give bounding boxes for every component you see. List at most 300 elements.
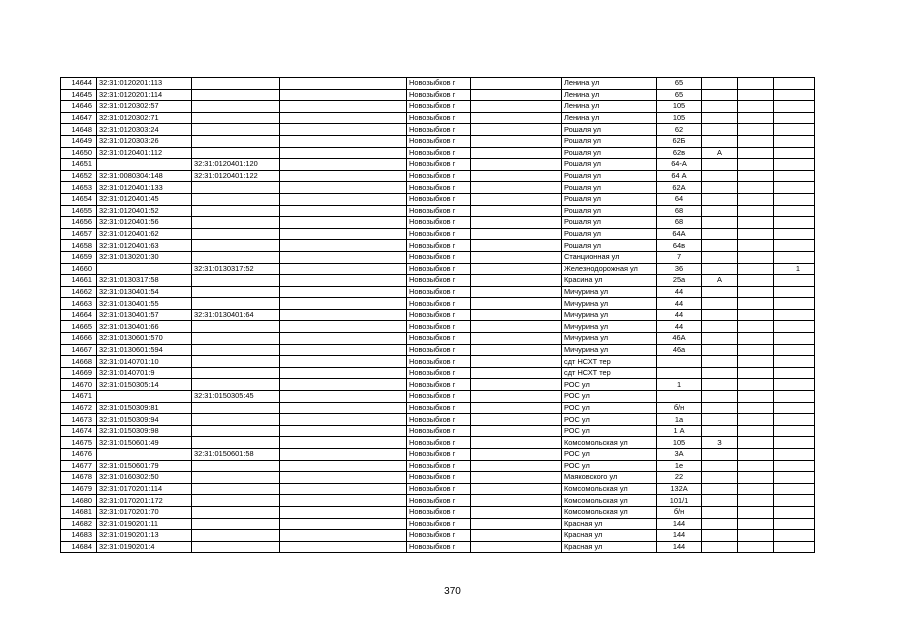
cell-cadastral-number-alt	[192, 124, 280, 136]
cell-flag	[774, 460, 815, 472]
cell-house-number: 62в	[657, 147, 702, 159]
cell-city: Новозыбков г	[407, 286, 471, 298]
cell-street: Железнодорожная ул	[562, 263, 657, 275]
table-row	[61, 112, 815, 124]
cell-cadastral-number: 32:31:0120201:114	[97, 89, 192, 101]
cell-cadastral-number: 32:31:0120401:52	[97, 205, 192, 217]
cell-flag	[774, 541, 815, 553]
cell-cadastral-number-alt: 32:31:0120401:122	[192, 170, 280, 182]
cell-house-number: 62	[657, 124, 702, 136]
cell-flag	[774, 205, 815, 217]
cell-cadastral-number-alt: 32:31:0150305:45	[192, 391, 280, 403]
cell-building-letter	[702, 506, 738, 518]
cell-house-number: 64-А	[657, 159, 702, 171]
cell-city: Новозыбков г	[407, 78, 471, 90]
cell-city: Новозыбков г	[407, 402, 471, 414]
cell-cadastral-number: 32:31:0190201:13	[97, 530, 192, 542]
cell-cadastral-number-alt	[192, 205, 280, 217]
cell-cadastral-number: 32:31:0120401:63	[97, 240, 192, 252]
table-row	[61, 159, 815, 171]
cell-city: Новозыбков г	[407, 205, 471, 217]
table-row	[61, 391, 815, 403]
cell-row-number: 14670	[61, 379, 97, 391]
cell-empty-col	[280, 298, 407, 310]
cell-city: Новозыбков г	[407, 240, 471, 252]
cell-cadastral-number	[97, 263, 192, 275]
cell-cadastral-number: 32:31:0120302:57	[97, 101, 192, 113]
cell-street: Комсомольская ул	[562, 506, 657, 518]
cell-empty-col	[280, 251, 407, 263]
cell-cadastral-number-alt	[192, 193, 280, 205]
cell-city: Новозыбков г	[407, 193, 471, 205]
cell-cadastral-number-alt: 32:31:0120401:120	[192, 159, 280, 171]
cell-building-letter	[702, 356, 738, 368]
cell-empty-col	[471, 193, 562, 205]
cell-flag	[774, 112, 815, 124]
cell-street: сдт НСХТ тер	[562, 367, 657, 379]
cell-flag	[774, 518, 815, 530]
cell-empty-col	[280, 344, 407, 356]
cell-empty-col	[280, 78, 407, 90]
cell-flag	[774, 286, 815, 298]
cell-empty-col	[738, 205, 774, 217]
cell-empty-col	[471, 217, 562, 229]
cell-cadastral-number: 32:31:0130317:58	[97, 275, 192, 287]
cell-empty-col	[738, 286, 774, 298]
cell-empty-col	[280, 333, 407, 345]
cell-cadastral-number-alt	[192, 275, 280, 287]
cell-city: Новозыбков г	[407, 367, 471, 379]
table-row	[61, 460, 815, 472]
cell-city: Новозыбков г	[407, 182, 471, 194]
cell-house-number: 25а	[657, 275, 702, 287]
cell-cadastral-number	[97, 449, 192, 461]
cell-cadastral-number-alt	[192, 286, 280, 298]
cell-street: Ленина ул	[562, 101, 657, 113]
cell-empty-col	[280, 402, 407, 414]
table-row	[61, 182, 815, 194]
cell-row-number: 14652	[61, 170, 97, 182]
cell-building-letter	[702, 460, 738, 472]
cell-empty-col	[280, 240, 407, 252]
cell-flag: 1	[774, 263, 815, 275]
cell-row-number: 14674	[61, 425, 97, 437]
cell-cadastral-number-alt	[192, 298, 280, 310]
cell-empty-col	[280, 460, 407, 472]
cell-cadastral-number-alt	[192, 472, 280, 484]
table-row	[61, 217, 815, 229]
cell-flag	[774, 228, 815, 240]
cell-house-number: 44	[657, 298, 702, 310]
cell-empty-col	[471, 101, 562, 113]
cell-row-number: 14649	[61, 135, 97, 147]
cell-cadastral-number-alt	[192, 518, 280, 530]
cell-cadastral-number	[97, 159, 192, 171]
cell-empty-col	[471, 541, 562, 553]
cell-street: Красная ул	[562, 530, 657, 542]
cell-street: Рошаля ул	[562, 228, 657, 240]
cell-building-letter	[702, 286, 738, 298]
cell-empty-col	[471, 112, 562, 124]
cell-empty-col	[738, 495, 774, 507]
cell-city: Новозыбков г	[407, 321, 471, 333]
cell-row-number: 14657	[61, 228, 97, 240]
cell-building-letter	[702, 112, 738, 124]
cell-empty-col	[738, 333, 774, 345]
cell-building-letter	[702, 298, 738, 310]
cell-row-number: 14676	[61, 449, 97, 461]
cell-street: Ленина ул	[562, 89, 657, 101]
cell-cadastral-number: 32:31:0120303:24	[97, 124, 192, 136]
cell-house-number: 105	[657, 101, 702, 113]
cell-house-number	[657, 391, 702, 403]
cell-flag	[774, 449, 815, 461]
cell-street: РОС ул	[562, 414, 657, 426]
cell-house-number: 44	[657, 286, 702, 298]
cell-cadastral-number: 32:31:0120401:133	[97, 182, 192, 194]
cell-flag	[774, 240, 815, 252]
cell-empty-col	[738, 391, 774, 403]
cell-house-number: 36	[657, 263, 702, 275]
cell-house-number: б/н	[657, 402, 702, 414]
cell-cadastral-number-alt	[192, 483, 280, 495]
cell-cadastral-number-alt: 32:31:0130317:52	[192, 263, 280, 275]
table-row	[61, 379, 815, 391]
cell-cadastral-number-alt	[192, 506, 280, 518]
cell-empty-col	[738, 135, 774, 147]
cell-city: Новозыбков г	[407, 309, 471, 321]
cell-cadastral-number-alt	[192, 344, 280, 356]
cell-city: Новозыбков г	[407, 124, 471, 136]
cell-empty-col	[280, 89, 407, 101]
cell-empty-col	[471, 135, 562, 147]
cell-empty-col	[738, 344, 774, 356]
cell-row-number: 14667	[61, 344, 97, 356]
cell-empty-col	[471, 333, 562, 345]
cell-empty-col	[280, 472, 407, 484]
cell-empty-col	[738, 193, 774, 205]
cell-empty-col	[280, 205, 407, 217]
cell-row-number: 14655	[61, 205, 97, 217]
cell-house-number: 64	[657, 193, 702, 205]
cell-row-number: 14659	[61, 251, 97, 263]
cell-row-number: 14673	[61, 414, 97, 426]
cell-cadastral-number: 32:31:0150309:98	[97, 425, 192, 437]
cell-empty-col	[280, 495, 407, 507]
cell-cadastral-number: 32:31:0130401:57	[97, 309, 192, 321]
cell-street: Станционная ул	[562, 251, 657, 263]
cell-street: Рошаля ул	[562, 170, 657, 182]
cell-cadastral-number: 32:31:0150309:94	[97, 414, 192, 426]
cell-flag	[774, 275, 815, 287]
cell-empty-col	[738, 472, 774, 484]
cell-empty-col	[471, 240, 562, 252]
cell-house-number: 68	[657, 205, 702, 217]
cell-street: РОС ул	[562, 379, 657, 391]
cell-row-number: 14672	[61, 402, 97, 414]
cell-city: Новозыбков г	[407, 472, 471, 484]
cell-empty-col	[471, 495, 562, 507]
cell-cadastral-number: 32:31:0190201:4	[97, 541, 192, 553]
cell-cadastral-number-alt	[192, 379, 280, 391]
cell-empty-col	[280, 182, 407, 194]
cell-empty-col	[471, 321, 562, 333]
cell-street: РОС ул	[562, 402, 657, 414]
cell-house-number	[657, 356, 702, 368]
cell-city: Новозыбков г	[407, 333, 471, 345]
cell-empty-col	[471, 147, 562, 159]
cell-house-number: 132А	[657, 483, 702, 495]
table-row	[61, 286, 815, 298]
cell-cadastral-number: 32:31:0190201:11	[97, 518, 192, 530]
cell-house-number: 64в	[657, 240, 702, 252]
cell-flag	[774, 495, 815, 507]
cell-building-letter	[702, 333, 738, 345]
cell-row-number: 14658	[61, 240, 97, 252]
cell-house-number: 62Б	[657, 135, 702, 147]
cell-empty-col	[738, 460, 774, 472]
table-row	[61, 193, 815, 205]
cell-flag	[774, 437, 815, 449]
cell-city: Новозыбков г	[407, 251, 471, 263]
cell-row-number: 14664	[61, 309, 97, 321]
cell-city: Новозыбков г	[407, 135, 471, 147]
cell-house-number: 65	[657, 78, 702, 90]
cell-empty-col	[280, 159, 407, 171]
cell-empty-col	[738, 89, 774, 101]
cell-street: Маяковского ул	[562, 472, 657, 484]
cell-city: Новозыбков г	[407, 414, 471, 426]
cell-street: Мичурина ул	[562, 333, 657, 345]
cell-flag	[774, 193, 815, 205]
cell-building-letter	[702, 414, 738, 426]
table-row	[61, 472, 815, 484]
cell-empty-col	[738, 228, 774, 240]
cell-flag	[774, 89, 815, 101]
cell-house-number: 1а	[657, 414, 702, 426]
table-row	[61, 449, 815, 461]
cell-empty-col	[738, 298, 774, 310]
cell-cadastral-number-alt: 32:31:0130401:64	[192, 309, 280, 321]
cell-building-letter	[702, 483, 738, 495]
registry-table	[60, 77, 815, 553]
cell-row-number: 14653	[61, 182, 97, 194]
table-row	[61, 298, 815, 310]
cell-city: Новозыбков г	[407, 518, 471, 530]
cell-building-letter	[702, 205, 738, 217]
cell-empty-col	[471, 170, 562, 182]
cell-empty-col	[738, 170, 774, 182]
cell-building-letter	[702, 449, 738, 461]
cell-cadastral-number-alt	[192, 182, 280, 194]
cell-cadastral-number: 32:31:0150309:81	[97, 402, 192, 414]
cell-row-number: 14669	[61, 367, 97, 379]
cell-empty-col	[471, 414, 562, 426]
cell-empty-col	[471, 159, 562, 171]
cell-cadastral-number: 32:31:0120401:56	[97, 217, 192, 229]
cell-cadastral-number-alt	[192, 495, 280, 507]
cell-empty-col	[738, 240, 774, 252]
cell-empty-col	[471, 530, 562, 542]
cell-city: Новозыбков г	[407, 506, 471, 518]
cell-street: Рошаля ул	[562, 193, 657, 205]
cell-row-number: 14650	[61, 147, 97, 159]
cell-empty-col	[280, 437, 407, 449]
cell-empty-col	[280, 124, 407, 136]
cell-city: Новозыбков г	[407, 437, 471, 449]
cell-building-letter	[702, 78, 738, 90]
cell-house-number	[657, 367, 702, 379]
cell-building-letter	[702, 159, 738, 171]
table-row	[61, 275, 815, 287]
table-row	[61, 78, 815, 90]
cell-cadastral-number: 32:31:0120302:71	[97, 112, 192, 124]
cell-house-number: 1е	[657, 460, 702, 472]
table-row	[61, 495, 815, 507]
cell-flag	[774, 402, 815, 414]
cell-empty-col	[471, 449, 562, 461]
cell-cadastral-number-alt	[192, 251, 280, 263]
cell-empty-col	[471, 205, 562, 217]
cell-city: Новозыбков г	[407, 228, 471, 240]
cell-street: Рошаля ул	[562, 240, 657, 252]
cell-empty-col	[280, 101, 407, 113]
cell-cadastral-number: 32:31:0130601:570	[97, 333, 192, 345]
cell-empty-col	[280, 379, 407, 391]
cell-empty-col	[738, 449, 774, 461]
cell-city: Новозыбков г	[407, 356, 471, 368]
table-row	[61, 333, 815, 345]
cell-city: Новозыбков г	[407, 170, 471, 182]
table-row	[61, 228, 815, 240]
cell-city: Новозыбков г	[407, 460, 471, 472]
cell-empty-col	[738, 506, 774, 518]
cell-empty-col	[738, 101, 774, 113]
cell-empty-col	[280, 217, 407, 229]
cell-empty-col	[280, 414, 407, 426]
cell-cadastral-number-alt	[192, 414, 280, 426]
cell-building-letter	[702, 379, 738, 391]
cell-street: Красина ул	[562, 275, 657, 287]
cell-empty-col	[738, 541, 774, 553]
cell-flag	[774, 78, 815, 90]
cell-building-letter	[702, 391, 738, 403]
cell-street: Рошаля ул	[562, 205, 657, 217]
table-row	[61, 541, 815, 553]
cell-street: Мичурина ул	[562, 298, 657, 310]
cell-city: Новозыбков г	[407, 391, 471, 403]
table-row	[61, 321, 815, 333]
cell-building-letter	[702, 228, 738, 240]
cell-row-number: 14683	[61, 530, 97, 542]
cell-row-number: 14666	[61, 333, 97, 345]
cell-building-letter	[702, 182, 738, 194]
cell-street: Ленина ул	[562, 78, 657, 90]
cell-empty-col	[280, 391, 407, 403]
cell-building-letter	[702, 344, 738, 356]
cell-empty-col	[738, 159, 774, 171]
cell-flag	[774, 391, 815, 403]
cell-street: Комсомольская ул	[562, 495, 657, 507]
table-row	[61, 124, 815, 136]
cell-empty-col	[738, 402, 774, 414]
cell-building-letter	[702, 263, 738, 275]
cell-empty-col	[738, 309, 774, 321]
cell-empty-col	[280, 449, 407, 461]
cell-house-number: 144	[657, 530, 702, 542]
cell-street: Рошаля ул	[562, 217, 657, 229]
cell-flag	[774, 472, 815, 484]
cell-empty-col	[471, 483, 562, 495]
cell-empty-col	[738, 78, 774, 90]
cell-cadastral-number: 32:31:0130401:55	[97, 298, 192, 310]
cell-empty-col	[738, 275, 774, 287]
cell-empty-col	[471, 437, 562, 449]
cell-cadastral-number-alt	[192, 356, 280, 368]
cell-street: Ленина ул	[562, 112, 657, 124]
cell-house-number: 3А	[657, 449, 702, 461]
cell-empty-col	[471, 263, 562, 275]
cell-cadastral-number-alt	[192, 460, 280, 472]
cell-empty-col	[471, 309, 562, 321]
cell-row-number: 14679	[61, 483, 97, 495]
table-row	[61, 147, 815, 159]
cell-cadastral-number: 32:31:0170201:70	[97, 506, 192, 518]
cell-building-letter	[702, 124, 738, 136]
cell-house-number: 7	[657, 251, 702, 263]
cell-house-number: 65	[657, 89, 702, 101]
cell-house-number: 101/1	[657, 495, 702, 507]
cell-flag	[774, 298, 815, 310]
cell-street: Рошаля ул	[562, 124, 657, 136]
cell-empty-col	[471, 518, 562, 530]
cell-cadastral-number: 32:31:0120303:26	[97, 135, 192, 147]
cell-empty-col	[280, 530, 407, 542]
table-row	[61, 251, 815, 263]
cell-empty-col	[280, 135, 407, 147]
cell-flag	[774, 101, 815, 113]
cell-empty-col	[738, 251, 774, 263]
cell-street: Рошаля ул	[562, 159, 657, 171]
cell-city: Новозыбков г	[407, 449, 471, 461]
cell-cadastral-number-alt: 32:31:0150601:58	[192, 449, 280, 461]
cell-empty-col	[280, 518, 407, 530]
cell-street: сдт НСХТ тер	[562, 356, 657, 368]
cell-city: Новозыбков г	[407, 263, 471, 275]
cell-empty-col	[280, 321, 407, 333]
table-row	[61, 135, 815, 147]
cell-empty-col	[738, 483, 774, 495]
cell-cadastral-number: 32:31:0170201:114	[97, 483, 192, 495]
cell-empty-col	[738, 124, 774, 136]
cell-cadastral-number-alt	[192, 228, 280, 240]
cell-building-letter	[702, 240, 738, 252]
table-row	[61, 344, 815, 356]
cell-cadastral-number-alt	[192, 112, 280, 124]
cell-row-number: 14647	[61, 112, 97, 124]
cell-street: РОС ул	[562, 391, 657, 403]
cell-row-number: 14654	[61, 193, 97, 205]
cell-flag	[774, 356, 815, 368]
cell-city: Новозыбков г	[407, 483, 471, 495]
cell-cadastral-number-alt	[192, 78, 280, 90]
cell-building-letter	[702, 425, 738, 437]
cell-street: Мичурина ул	[562, 321, 657, 333]
cell-row-number: 14648	[61, 124, 97, 136]
cell-row-number: 14644	[61, 78, 97, 90]
cell-house-number: 64 А	[657, 170, 702, 182]
cell-city: Новозыбков г	[407, 101, 471, 113]
